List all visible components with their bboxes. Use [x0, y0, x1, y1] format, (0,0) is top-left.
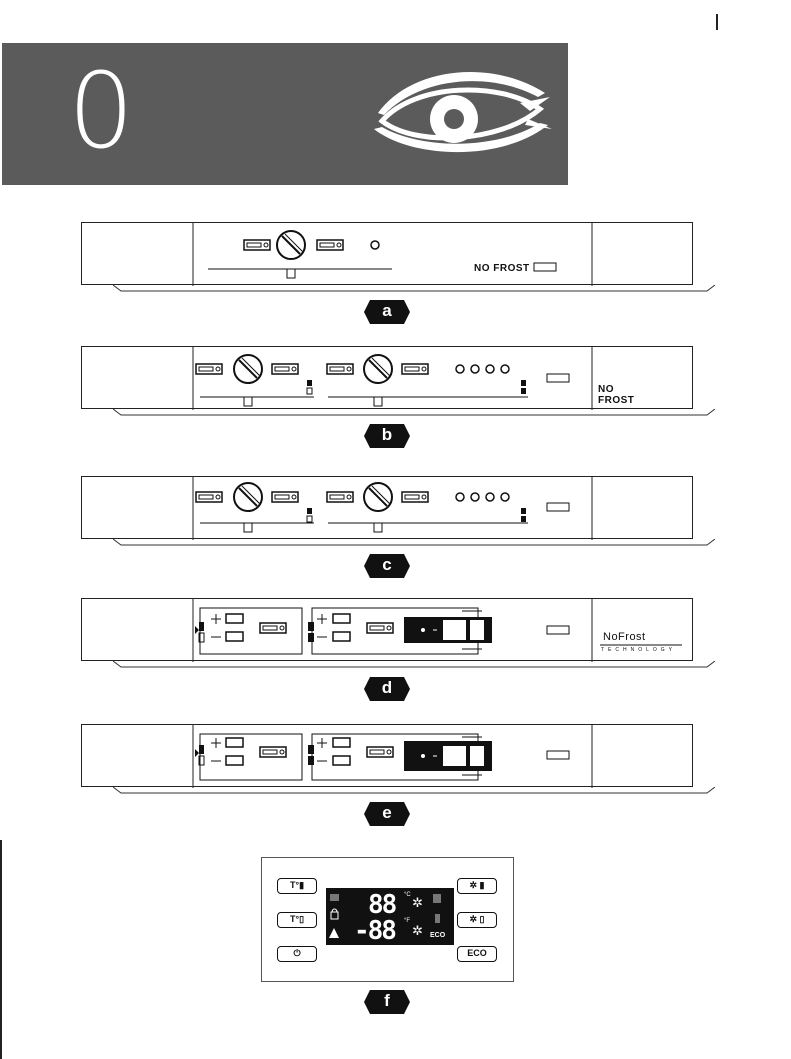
page-edge-mark	[716, 14, 718, 30]
panel-e-badge: e	[364, 802, 410, 826]
panel-c-drawing	[82, 477, 694, 540]
panel-a-base	[113, 285, 715, 293]
nofrost-logo: NO FROST	[598, 384, 635, 406]
freezer-unit: °F	[404, 918, 411, 924]
fast-cool-button: ✲ ▮	[457, 878, 497, 894]
temperature-display	[326, 888, 454, 945]
eco-indicator: ECO	[430, 932, 446, 939]
panel-b-base	[113, 409, 715, 417]
panel-c-badge: c	[364, 554, 410, 578]
control-panel-a	[81, 222, 693, 285]
control-panel-f	[261, 857, 514, 982]
fridge-unit: °C	[404, 892, 411, 898]
panel-d-badge: d	[364, 677, 410, 701]
panel-d-base	[113, 661, 715, 669]
panel-a-badge: a	[364, 300, 410, 324]
nofrost-logo: NO FROST	[474, 263, 530, 274]
panel-b-badge: b	[364, 424, 410, 448]
control-panel-c	[81, 476, 693, 539]
fridge-temp-button: T°▮	[277, 878, 317, 894]
panel-f-badge: f	[364, 990, 410, 1014]
nofrost-technology-label: TECHNOLOGY	[601, 647, 677, 653]
margin-rule	[0, 840, 2, 1059]
fast-freeze-button: ✲ ▯	[457, 912, 497, 928]
section-number: 0	[68, 50, 135, 172]
freezer-temp-button: T°▯	[277, 912, 317, 928]
nofrost-logo: NoFrost	[603, 631, 646, 643]
section-banner	[2, 43, 568, 185]
control-panel-b	[81, 346, 693, 409]
eye-icon	[370, 63, 552, 165]
panel-e-drawing	[82, 725, 694, 788]
snowflake-icon: ✲	[412, 923, 423, 938]
panel-e-base	[113, 787, 715, 795]
panel-c-base	[113, 539, 715, 547]
eco-button: ECO	[457, 946, 497, 962]
control-panel-e	[81, 724, 693, 787]
fridge-temp-readout: 88	[368, 890, 396, 920]
power-button: ⏻	[277, 946, 317, 962]
control-panel-d	[81, 598, 693, 661]
freezer-temp-readout: -88	[354, 916, 395, 946]
snowflake-icon: ✲	[412, 895, 423, 910]
panel-a-drawing	[82, 223, 694, 286]
